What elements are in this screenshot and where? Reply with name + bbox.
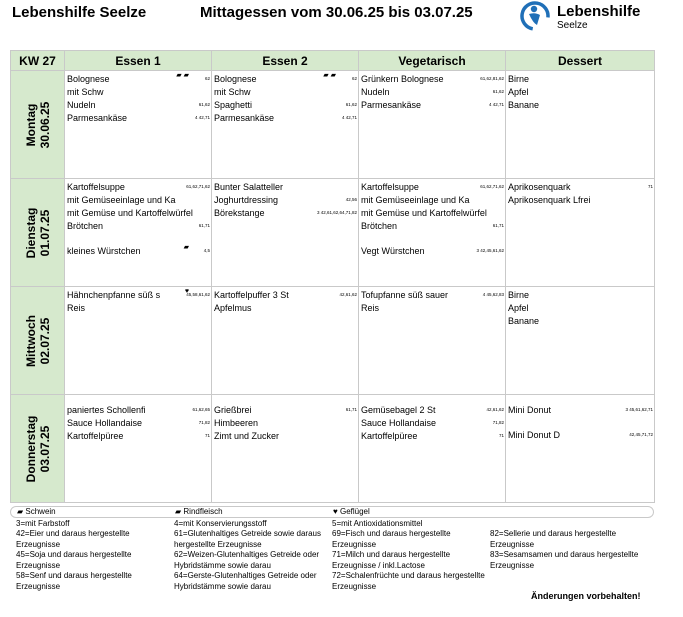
dish-line	[67, 220, 211, 233]
dish-name: mit Gemüse und Kartoffelwürfel	[67, 208, 193, 218]
dish-line	[214, 181, 358, 194]
dish-line	[508, 289, 654, 302]
dish-line	[361, 99, 505, 112]
menu-cell	[359, 71, 506, 179]
allergen-note: 61,71	[492, 223, 504, 228]
dish-line	[361, 207, 505, 220]
day-label: Mittwoch 02.07.25	[23, 314, 52, 367]
allergen-note: 3 45,61,62,71	[625, 407, 653, 412]
allergen-note: 61,62,81,62	[480, 76, 504, 81]
menu-cell	[212, 287, 359, 395]
menu-cell	[65, 287, 212, 395]
dish-name: Nudeln	[361, 87, 390, 97]
additive-3: 3=mit Farbstoff	[16, 519, 70, 528]
dish-line	[67, 245, 211, 258]
allergen-note: 71	[647, 184, 653, 189]
allergen-note: 71,82	[198, 420, 210, 425]
dish-line	[67, 194, 211, 207]
day-label: Dienstag 01.07.25	[23, 207, 52, 258]
allergen-note: 62	[351, 76, 357, 81]
dish-line	[214, 73, 358, 86]
dish-name: Kartoffelpüree	[361, 431, 418, 441]
allergen-note: 62	[204, 76, 210, 81]
dish-line	[361, 245, 505, 258]
dish-name: Bolognese	[67, 74, 110, 84]
week-header: KW 27	[11, 51, 65, 71]
dish-name: Bolognese	[214, 74, 257, 84]
allergen-note: 42,56	[345, 197, 357, 202]
dish-name: mit Schw	[214, 87, 251, 97]
table-row	[11, 179, 655, 287]
dish-line	[361, 86, 505, 99]
dish-line	[508, 181, 654, 194]
allergen-note: 4 42,71	[194, 115, 210, 120]
dish-name: Vegt Würstchen	[361, 246, 425, 256]
dish-name: Zimt und Zucker	[214, 431, 280, 441]
additives-list	[10, 518, 654, 591]
dish-name: Tofupfanne süß sauer	[361, 290, 449, 300]
allergen-note: 45,58,61,62	[186, 292, 210, 297]
dish-line	[214, 289, 358, 302]
column-header-essen-2: Essen 2	[212, 51, 359, 71]
dish-line	[508, 315, 654, 328]
additive-entry: 82=Sellerie und daraus hergestellte Erzeugnisse	[490, 529, 617, 549]
dish-line	[361, 302, 505, 315]
dish-name: Sauce Hollandaise	[361, 418, 437, 428]
dish-name: paniertes Schollenfi	[67, 405, 146, 415]
dish-name: kleines Würstchen	[67, 246, 141, 256]
dish-line	[214, 417, 358, 430]
dish-line	[214, 207, 358, 220]
dish-line	[67, 404, 211, 417]
day-cell	[11, 287, 65, 395]
allergen-note: 4 42,71	[488, 102, 504, 107]
dish-line	[361, 417, 505, 430]
dish-name: Nudeln	[67, 100, 96, 110]
dish-line	[508, 302, 654, 315]
allergen-note: 61,71	[198, 223, 210, 228]
dish-line	[214, 302, 358, 315]
dish-name: Apfelmus	[214, 303, 252, 313]
dish-line	[67, 99, 211, 112]
dish-name: mit Gemüseeinlage und Ka	[67, 195, 176, 205]
dish-line	[214, 112, 358, 125]
dish-name: Bunter Salatteller	[214, 182, 284, 192]
dish-name: Parmesankäse	[361, 100, 422, 110]
allergen-note: 71	[498, 433, 504, 438]
dish-name: Apfel	[508, 303, 529, 313]
dish-line	[67, 181, 211, 194]
dish-name: Kartoffelpüree	[67, 431, 124, 441]
dish-name: Banane	[508, 316, 540, 326]
allergen-note: 61,62,71,62	[480, 184, 504, 189]
dish-line	[214, 194, 358, 207]
dish-name: Banane	[508, 100, 540, 110]
day-cell	[11, 179, 65, 287]
day-label: Montag 30.06.25	[23, 101, 52, 148]
dish-line	[67, 289, 211, 302]
additive-4: 4=mit Konservierungsstoff	[174, 519, 267, 528]
lebenshilfe-logo-icon	[520, 1, 550, 31]
allergen-note: 42,61,62	[339, 292, 357, 297]
menu-cell	[65, 395, 212, 503]
menu-cell	[506, 287, 655, 395]
legend-item-rindfleisch: ▰ Rindfleisch	[175, 507, 223, 516]
additive-entry: 71=Milch und daraus hergestellte Erzeugnisse / inkl.Lactose	[332, 550, 451, 570]
dish-line	[214, 430, 358, 443]
dish-name: mit Schw	[67, 87, 104, 97]
menu-cell	[359, 179, 506, 287]
allergen-note: 71,82	[492, 420, 504, 425]
dish-line	[67, 73, 211, 86]
dish-name: Aprikosenquark Lfrei	[508, 195, 591, 205]
dish-name: Reis	[361, 303, 380, 313]
dish-name: Himbeeren	[214, 418, 259, 428]
poultry-icon: ♥	[333, 507, 338, 516]
dish-line	[361, 404, 505, 417]
dish-name: Joghurtdressing	[214, 195, 279, 205]
allergen-note: 42,45,71,72	[629, 432, 653, 437]
dish-line	[361, 430, 505, 443]
dish-name: Parmesankäse	[67, 113, 128, 123]
column-header-essen-1: Essen 1	[65, 51, 212, 71]
dish-line	[361, 289, 505, 302]
dish-name: Mini Donut D	[508, 430, 561, 440]
logo-name: Lebenshilfe	[557, 3, 641, 20]
additive-entry: 83=Sesamsamen und daraus hergestellte Erzeugnisse	[490, 550, 639, 570]
dish-line	[67, 86, 211, 99]
logo-sub: Seelze	[557, 20, 588, 31]
meat-type-icon: ▰	[183, 244, 189, 251]
dish-name: Kartoffelpuffer 3 St	[214, 290, 289, 300]
dish-name: Grünkern Bolognese	[361, 74, 444, 84]
dish-name: Mini Donut	[508, 405, 552, 415]
allergen-note: 61,62	[345, 102, 357, 107]
dish-name: Reis	[67, 303, 86, 313]
additive-entry: 62=Weizen-Glutenhaltiges Getreide oder Hybridstämme sowie darau	[174, 550, 320, 570]
additive-entry: 42=Eier und daraus hergestellte Erzeugnisse	[16, 529, 130, 549]
column-header-dessert: Dessert	[506, 51, 655, 71]
allergen-note: 4,5	[203, 248, 210, 253]
table-header-row	[11, 51, 655, 71]
dish-name: Apfel	[508, 87, 529, 97]
table-row	[11, 71, 655, 179]
dish-line	[214, 99, 358, 112]
dish-name: Grießbrei	[214, 405, 252, 415]
dish-line	[508, 194, 654, 207]
dish-line	[361, 194, 505, 207]
menu-cell	[359, 287, 506, 395]
legend-item-gefluegel: ♥ Geflügel	[333, 507, 370, 516]
pig-icon: ▰	[17, 507, 24, 516]
allergen-note: 4 42,71	[341, 115, 357, 120]
dish-name: Birne	[508, 74, 530, 84]
additive-entry: 72=Schalenfrüchte und daraus hergestellte Erzeugnisse	[332, 571, 485, 591]
menu-cell	[506, 395, 655, 503]
dish-line	[67, 417, 211, 430]
menu-table	[10, 50, 655, 503]
dish-line	[361, 73, 505, 86]
allergen-note: 3 42,45,61,62	[476, 248, 504, 253]
changes-reserved-note: Änderungen vorbehalten!	[531, 591, 641, 601]
additive-entry: 58=Senf und daraus hergestellte Erzeugnisse	[16, 571, 132, 591]
dish-name: Hähnchenpfanne süß s	[67, 290, 161, 300]
menu-cell	[65, 179, 212, 287]
dish-name: Aprikosenquark	[508, 182, 571, 192]
dish-name: mit Gemüse und Kartoffelwürfel	[361, 208, 487, 218]
org-name: Lebenshilfe Seelze	[12, 4, 147, 21]
additive-entry: 45=Soja und daraus hergestellte Erzeugnisse	[16, 550, 132, 570]
dish-line	[67, 302, 211, 315]
menu-cell	[506, 179, 655, 287]
dish-line	[67, 430, 211, 443]
dish-line	[214, 86, 358, 99]
allergen-note: 71	[204, 433, 210, 438]
additive-entry: 61=Glutenhaltiges Getreide sowie daraus hergestellte Erzeugnisse	[174, 529, 321, 549]
column-header-vegetarisch: Vegetarisch	[359, 51, 506, 71]
dish-line	[508, 73, 654, 86]
dish-line	[361, 181, 505, 194]
dish-line	[67, 112, 211, 125]
meat-type-icon: ▰ ▰	[323, 72, 336, 79]
allergen-note: 61,71	[345, 407, 357, 412]
table-row	[11, 287, 655, 395]
day-cell	[11, 71, 65, 179]
meat-type-icon: ▰ ▰	[176, 72, 189, 79]
allergen-note: 61,62,65	[192, 407, 210, 412]
dish-name: Gemüsebagel 2 St	[361, 405, 436, 415]
allergen-note: 3 42,61,62,64,71,82	[316, 210, 357, 215]
dish-line	[508, 404, 654, 417]
page-title: Mittagessen vom 30.06.25 bis 03.07.25	[200, 4, 473, 21]
allergen-note: 61,62	[198, 102, 210, 107]
meat-legend	[10, 506, 654, 518]
allergen-note: 61,62,71,62	[186, 184, 210, 189]
beef-icon: ▰	[175, 507, 182, 516]
menu-cell	[506, 71, 655, 179]
dish-name: Kartoffelsuppe	[67, 182, 125, 192]
dish-line	[361, 220, 505, 233]
dish-name: mit Gemüseeinlage und Ka	[361, 195, 470, 205]
menu-cell	[65, 71, 212, 179]
dish-name: Parmesankäse	[214, 113, 275, 123]
legend-item-schwein: ▰ Schwein	[17, 507, 56, 516]
dish-name: Sauce Hollandaise	[67, 418, 143, 428]
allergen-note: 4 45,62,83	[482, 292, 504, 297]
menu-cell	[212, 179, 359, 287]
menu-cell	[212, 395, 359, 503]
dish-line	[508, 429, 654, 442]
menu-cell	[359, 395, 506, 503]
additive-entry: 64=Gerste-Glutenhaltiges Getreide oder Hybridstämme sowie darau	[174, 571, 317, 591]
additive-5: 5=mit Antioxidationsmittel	[332, 519, 423, 528]
logo	[520, 0, 676, 38]
dish-name: Brötchen	[361, 221, 398, 231]
meat-type-icon: ♥	[184, 288, 189, 295]
dish-line	[67, 207, 211, 220]
day-label: Donnerstag 03.07.25	[23, 415, 52, 482]
table-row	[11, 395, 655, 503]
dish-name: Spaghetti	[214, 100, 253, 110]
dish-name: Brötchen	[67, 221, 104, 231]
additive-entry: 69=Fisch und daraus hergestellte Erzeugnisse	[332, 529, 451, 549]
dish-line	[508, 86, 654, 99]
dish-name: Kartoffelsuppe	[361, 182, 419, 192]
allergen-note: 42,61,62	[486, 407, 504, 412]
dish-name: Börekstange	[214, 208, 265, 218]
dish-line	[508, 99, 654, 112]
dish-line	[214, 404, 358, 417]
day-cell	[11, 395, 65, 503]
allergen-note: 61,62	[492, 89, 504, 94]
dish-name: Birne	[508, 290, 530, 300]
menu-cell	[212, 71, 359, 179]
